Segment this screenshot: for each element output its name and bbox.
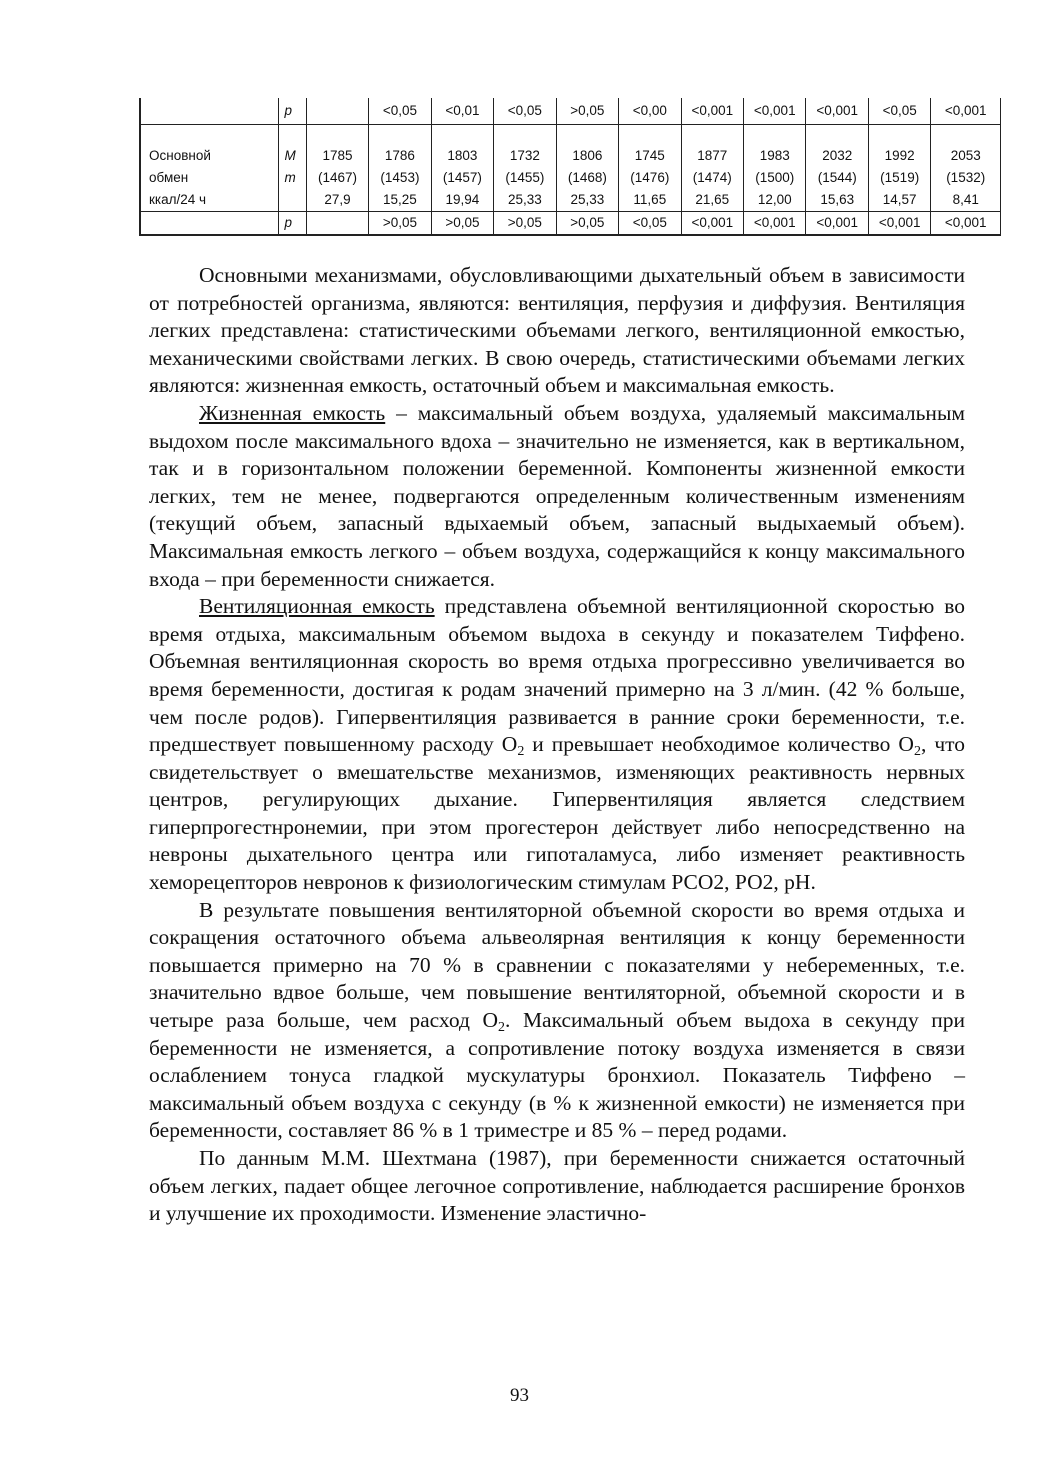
row-symbol: m (278, 167, 306, 189)
row-symbol (278, 125, 306, 146)
paragraph-2: Жизненная емкость – максимальный объем воздуха, удаляемый максимальным выдохом после максимального вдоха – значительно не изменяется, как в вертикальном, так и в горизонтальном положении беременной. Компоненты жизненной емкости легких, тем не менее, подвергаются определенным количественным изменениям (текущий объем, запасный вдыхаемый объем, запасный выдыхаемый объем). Максимальная емкость легкого – объем воздуха, содержащийся к концу максимального входа – при беременности снижается. (149, 400, 965, 591)
table-cell (306, 212, 368, 236)
table-cell: 2032 (806, 145, 868, 167)
table-cell: >0,05 (556, 98, 618, 125)
table-cell: <0,001 (681, 212, 743, 236)
data-table-fragment (139, 98, 1001, 236)
table-cell: <0,05 (494, 98, 556, 125)
page-number: 93 (510, 1385, 529, 1406)
table-cell: (1457) (431, 167, 493, 189)
table-row (140, 189, 1001, 212)
table-cell: <0,001 (681, 98, 743, 125)
table-cell (556, 125, 618, 146)
table-row (140, 98, 1001, 125)
table-cell: 15,25 (369, 189, 431, 212)
row-label: ккал/24 ч (140, 189, 278, 212)
table-cell: 1745 (619, 145, 681, 167)
table-cell: 15,63 (806, 189, 868, 212)
table-cell: 1983 (744, 145, 806, 167)
table-cell: (1500) (744, 167, 806, 189)
table-cell: 25,33 (494, 189, 556, 212)
row-label (140, 125, 278, 146)
table-cell: (1544) (806, 167, 868, 189)
table-cell: 1785 (306, 145, 368, 167)
table-row (140, 167, 1001, 189)
body-text (149, 262, 965, 1228)
paragraph-3: Вентиляционная емкость представлена объемной вентиляционной скоростью во время отдыха, максимальным объемом выдоха в секунду и показателем Тиффено. Объемная вентиляционная скорость во время отдыха прогрессивно увеличивается во время беременности, достигая к родам значений примерно на 3 л/мин. (42 % больше, чем после родов). Гипервентиляция развивается в ранние сроки беременности, т.е. предшествует повышенному расходу $О_2$ и превышает необходимое количество $О_2$, что свидетельствует о вмешательстве механизмов, изменяющих реактивность нервных центров, регулирующих дыхание. Гипервентиляция является следствием гиперпрогестнронемии, при этом прогестерон действует либо непосредственно на невроны дыхательного центра или гипоталамуса, либо изменяет реактивность хеморецепторов невронов к физиологическим стимулам РСО2, РО2, рН. (149, 594, 965, 895)
table-cell: 27,9 (306, 189, 368, 212)
table-cell: 11,65 (619, 189, 681, 212)
table-cell: <0,001 (868, 212, 930, 236)
table-cell (868, 125, 930, 146)
table-row (140, 145, 1001, 167)
table-cell: 1992 (868, 145, 930, 167)
paragraph-5: По данным М.М. Шехтмана (1987), при беременности снижается остаточный объем легких, падает общее легочное сопротивление, наблюдается расширение бронхов и улучшение их проходимости. Изменение эластично- (149, 1146, 965, 1226)
table-cell: 1786 (369, 145, 431, 167)
table-cell: 1877 (681, 145, 743, 167)
table-cell: <0,001 (806, 212, 868, 236)
table-cell: (1519) (868, 167, 930, 189)
table-cell: 14,57 (868, 189, 930, 212)
table-cell: >0,05 (431, 212, 493, 236)
table-cell: <0,00 (619, 98, 681, 125)
table-cell (494, 125, 556, 146)
table-cell: <0,05 (369, 98, 431, 125)
table-cell: <0,05 (619, 212, 681, 236)
row-label: Основной (140, 145, 278, 167)
row-label: обмен (140, 167, 278, 189)
table-cell: <0,001 (931, 212, 1001, 236)
table-cell (744, 125, 806, 146)
table-cell (681, 125, 743, 146)
table-cell: <0,01 (431, 98, 493, 125)
table-cell: (1468) (556, 167, 618, 189)
table-cell: (1532) (931, 167, 1001, 189)
table-cell (369, 125, 431, 146)
table-cell: 2053 (931, 145, 1001, 167)
table-cell (806, 125, 868, 146)
table-cell: <0,001 (744, 212, 806, 236)
table-cell (431, 125, 493, 146)
row-label (140, 212, 278, 236)
term-vital-capacity: Жизненная емкость (199, 400, 386, 425)
table-cell: (1474) (681, 167, 743, 189)
table-cell: >0,05 (556, 212, 618, 236)
table-cell: (1453) (369, 167, 431, 189)
table-cell: 19,94 (431, 189, 493, 212)
row-symbol: p (278, 98, 306, 125)
table-cell: >0,05 (369, 212, 431, 236)
row-symbol (278, 189, 306, 212)
table-row (140, 125, 1001, 146)
table-cell: 21,65 (681, 189, 743, 212)
table-cell (306, 98, 368, 125)
table-cell: <0,05 (868, 98, 930, 125)
table-cell (306, 125, 368, 146)
table-row (140, 212, 1001, 236)
table-cell: 12,00 (744, 189, 806, 212)
table-cell (931, 125, 1001, 146)
table-cell: 8,41 (931, 189, 1001, 212)
row-symbol: M (278, 145, 306, 167)
row-symbol: p (278, 212, 306, 236)
table-cell: 1803 (431, 145, 493, 167)
table-cell: 1806 (556, 145, 618, 167)
row-label (140, 98, 278, 125)
table-cell: (1455) (494, 167, 556, 189)
data-table (139, 98, 1001, 236)
table-cell (619, 125, 681, 146)
table-cell: 1732 (494, 145, 556, 167)
table-cell: <0,001 (931, 98, 1001, 125)
term-ventilation-capacity: Вентиляционная емкость (199, 594, 435, 619)
paragraph-4: В результате повышения вентиляторной объемной скорости во время отдыха и сокращения остаточного объема альвеолярная вентиляция к концу беременности повышается примерно на 70 % в сравнении с показателями у небеременных, т.е. значительно вдвое больше, чем повышение вентиляторной, объемной скорости и в четыре раза больше, чем расход $О_2$. Максимальный объем выдоха в секунду при беременности не изменяется, а сопротивление потоку воздуха изменяется в связи ослаблением тонуса гладкой мускулатуры бронхиол. Показатель Тиффено – максимальный объем воздуха с секунду (в % к жизненной емкости) не изменяется при беременности, составляет 86 % в 1 триместре и 85 % – перед родами. (149, 897, 965, 1143)
table-cell: 25,33 (556, 189, 618, 212)
table-cell: <0,001 (806, 98, 868, 125)
paragraph-1: Основными механизмами, обусловливающими дыхательный объем в зависимости от потребностей организма, являются: вентиляция, перфузия и диффузия. Вентиляция легких представлена: статистическими объемами легкого, вентиляционной емкостью, механическими свойствами легких. В свою очередь, статистическими объемами легких являются: жизненная емкость, остаточный объем и максимальная емкость. (149, 263, 965, 398)
table-cell: <0,001 (744, 98, 806, 125)
table-cell: (1467) (306, 167, 368, 189)
table-cell: (1476) (619, 167, 681, 189)
table-cell: >0,05 (494, 212, 556, 236)
